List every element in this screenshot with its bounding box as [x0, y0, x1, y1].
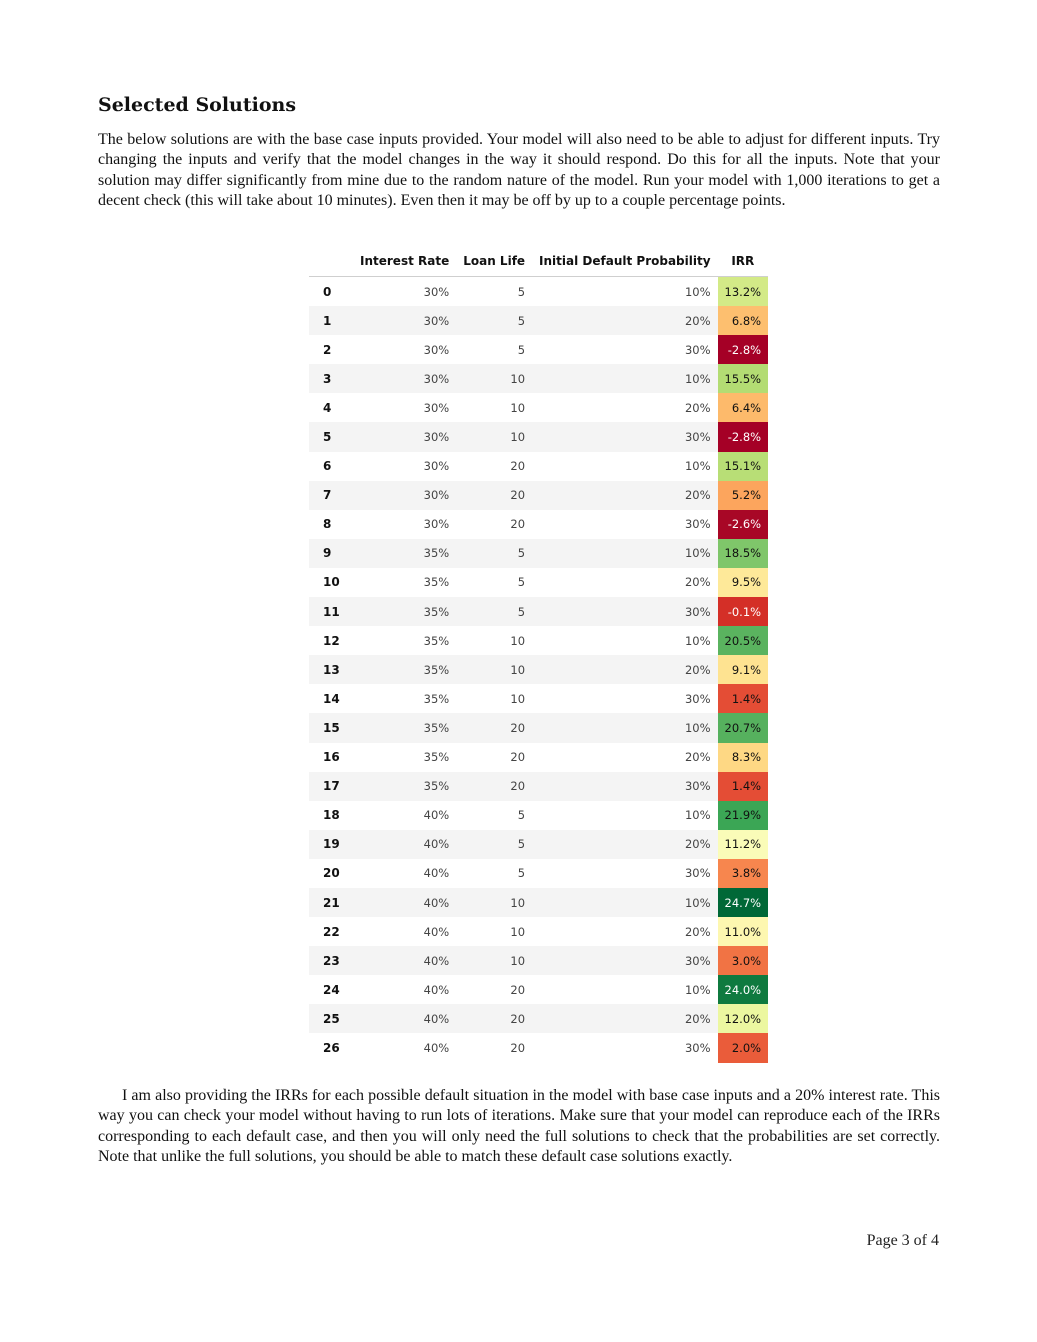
row-index: 16	[323, 750, 340, 765]
irr-cell: 2.0%	[718, 1033, 769, 1062]
default-probability-cell: 20%	[684, 575, 711, 590]
irr-cell: 13.2%	[718, 277, 769, 307]
interest-rate-cell: 35%	[423, 575, 450, 590]
default-probability-cell: 30%	[684, 953, 711, 968]
row-index: 24	[323, 982, 340, 997]
loan-life-cell: 20	[510, 1011, 526, 1026]
table-row	[309, 713, 768, 742]
interest-rate-cell: 35%	[423, 720, 450, 735]
header-index	[309, 246, 353, 277]
irr-cell: 15.1%	[718, 452, 769, 481]
row-index: 3	[323, 371, 332, 386]
row-index: 17	[323, 779, 340, 794]
interest-rate-cell: 30%	[423, 517, 450, 532]
interest-rate-cell: 30%	[423, 342, 450, 357]
loan-life-cell: 5	[517, 284, 526, 299]
table-body	[309, 277, 768, 1063]
irr-cell: 3.8%	[718, 859, 769, 888]
loan-life-cell: 20	[510, 459, 526, 474]
row-index: 14	[323, 691, 340, 706]
irr-cell: 20.5%	[718, 626, 769, 655]
row-index: 0	[323, 284, 332, 299]
irr-cell: 1.4%	[718, 772, 769, 801]
irr-cell: -2.6%	[718, 510, 769, 539]
row-index: 6	[323, 459, 332, 474]
row-index: 19	[323, 837, 340, 852]
table-row	[309, 568, 768, 597]
default-probability-cell: 30%	[684, 866, 711, 881]
table-row	[309, 1033, 768, 1062]
row-index: 5	[323, 430, 332, 445]
interest-rate-cell: 35%	[423, 662, 450, 677]
irr-cell: -2.8%	[718, 335, 769, 364]
irr-cell: 1.4%	[718, 684, 769, 713]
irr-cell: 24.0%	[718, 975, 769, 1004]
irr-cell: 11.0%	[718, 917, 769, 946]
loan-life-cell: 20	[510, 488, 526, 503]
row-index: 22	[323, 924, 340, 939]
interest-rate-cell: 40%	[423, 924, 450, 939]
loan-life-cell: 10	[510, 633, 526, 648]
interest-rate-cell: 40%	[423, 1040, 450, 1055]
table-row	[309, 335, 768, 364]
table-row	[309, 684, 768, 713]
interest-rate-cell: 40%	[423, 895, 450, 910]
default-probability-cell: 30%	[684, 604, 711, 619]
table-row	[309, 539, 768, 568]
default-probability-cell: 10%	[684, 284, 711, 299]
irr-cell: 21.9%	[718, 801, 769, 830]
loan-life-cell: 5	[517, 575, 526, 590]
row-index: 10	[323, 575, 340, 590]
default-probability-cell: 30%	[684, 517, 711, 532]
default-probability-cell: 30%	[684, 1040, 711, 1055]
irr-cell: 18.5%	[718, 539, 769, 568]
header-irr: IRR	[718, 246, 769, 277]
table-row	[309, 975, 768, 1004]
table-row	[309, 452, 768, 481]
loan-life-cell: 10	[510, 662, 526, 677]
interest-rate-cell: 40%	[423, 1011, 450, 1026]
interest-rate-cell: 40%	[423, 982, 450, 997]
default-probability-cell: 10%	[684, 459, 711, 474]
loan-life-cell: 20	[510, 779, 526, 794]
closing-paragraph: I am also providing the IRRs for each possible default situation in the model with base case inputs and a 20% interest rate. This way you can check your model without having to run lots of iterations. Make sure that your model can reproduce each of the IRRs corresponding to each default case, and then you will only need the full solutions to check that the probabilities are set correctly. Note that unlike the full solutions, you should be able to match these default case solutions exactly.	[98, 1087, 940, 1165]
default-probability-cell: 30%	[684, 342, 711, 357]
loan-life-cell: 10	[510, 924, 526, 939]
irr-cell: 24.7%	[718, 888, 769, 917]
loan-life-cell: 20	[510, 750, 526, 765]
loan-life-cell: 10	[510, 953, 526, 968]
irr-cell: 15.5%	[718, 364, 769, 393]
loan-life-cell: 10	[510, 400, 526, 415]
loan-life-cell: 5	[517, 837, 526, 852]
default-probability-cell: 30%	[684, 691, 711, 706]
irr-cell: 12.0%	[718, 1004, 769, 1033]
default-probability-cell: 10%	[684, 633, 711, 648]
irr-cell: 6.8%	[718, 306, 769, 335]
irr-cell: 6.4%	[718, 393, 769, 422]
irr-cell: 9.5%	[718, 568, 769, 597]
row-index: 7	[323, 488, 332, 503]
interest-rate-cell: 30%	[423, 371, 450, 386]
header-loan-life: Loan Life	[456, 246, 532, 277]
interest-rate-cell: 30%	[423, 488, 450, 503]
row-index: 13	[323, 662, 340, 677]
loan-life-cell: 20	[510, 982, 526, 997]
row-index: 18	[323, 808, 340, 823]
loan-life-cell: 5	[517, 313, 526, 328]
loan-life-cell: 10	[510, 895, 526, 910]
irr-cell: 5.2%	[718, 481, 769, 510]
row-index: 2	[323, 342, 332, 357]
table-row	[309, 946, 768, 975]
loan-life-cell: 10	[510, 430, 526, 445]
default-probability-cell: 10%	[684, 982, 711, 997]
loan-life-cell: 20	[510, 517, 526, 532]
table-row	[309, 830, 768, 859]
interest-rate-cell: 30%	[423, 313, 450, 328]
irr-cell: 9.1%	[718, 655, 769, 684]
interest-rate-cell: 35%	[423, 750, 450, 765]
default-probability-cell: 10%	[684, 808, 711, 823]
row-index: 12	[323, 633, 340, 648]
header-interest-rate: Interest Rate	[353, 246, 456, 277]
default-probability-cell: 20%	[684, 750, 711, 765]
row-index: 20	[323, 866, 340, 881]
table-row	[309, 364, 768, 393]
interest-rate-cell: 40%	[423, 837, 450, 852]
loan-life-cell: 10	[510, 691, 526, 706]
table-row	[309, 801, 768, 830]
interest-rate-cell: 40%	[423, 808, 450, 823]
irr-cell: 11.2%	[718, 830, 769, 859]
interest-rate-cell: 30%	[423, 430, 450, 445]
loan-life-cell: 5	[517, 546, 526, 561]
default-probability-cell: 10%	[684, 720, 711, 735]
table-row	[309, 306, 768, 335]
row-index: 4	[323, 400, 332, 415]
table-row	[309, 743, 768, 772]
interest-rate-cell: 30%	[423, 284, 450, 299]
interest-rate-cell: 30%	[423, 459, 450, 474]
row-index: 23	[323, 953, 340, 968]
table-row	[309, 772, 768, 801]
row-index: 15	[323, 720, 340, 735]
loan-life-cell: 5	[517, 808, 526, 823]
table-row	[309, 277, 768, 307]
table-row	[309, 917, 768, 946]
loan-life-cell: 20	[510, 720, 526, 735]
row-index: 25	[323, 1011, 340, 1026]
table-header-row	[309, 246, 768, 277]
table-row	[309, 859, 768, 888]
default-probability-cell: 20%	[684, 313, 711, 328]
default-probability-cell: 30%	[684, 430, 711, 445]
interest-rate-cell: 35%	[423, 633, 450, 648]
table-row	[309, 888, 768, 917]
irr-cell: 20.7%	[718, 713, 769, 742]
row-index: 26	[323, 1040, 340, 1055]
row-index: 8	[323, 517, 332, 532]
default-probability-cell: 20%	[684, 662, 711, 677]
default-probability-cell: 10%	[684, 546, 711, 561]
interest-rate-cell: 40%	[423, 953, 450, 968]
irr-cell: 8.3%	[718, 743, 769, 772]
table-row	[309, 1004, 768, 1033]
intro-paragraph: The below solutions are with the base case inputs provided. Your model will also need to be able to adjust for different inputs. Try changing the inputs and verify that the model changes in the way it should respond. Do this for all the inputs. Note that your solution may differ significantly from mine due to the random nature of the model. Run your model with 1,000 iterations to get a decent check (this will take about 10 minutes). Even then it may be off by up to a couple percentage points.	[98, 131, 940, 209]
loan-life-cell: 5	[517, 342, 526, 357]
header-initial-default-probability: Initial Default Probability	[532, 246, 717, 277]
default-probability-cell: 10%	[684, 371, 711, 386]
interest-rate-cell: 35%	[423, 604, 450, 619]
interest-rate-cell: 30%	[423, 400, 450, 415]
row-index: 1	[323, 313, 332, 328]
table-row	[309, 422, 768, 451]
irr-cell: -2.8%	[718, 422, 769, 451]
irr-cell: -0.1%	[718, 597, 769, 626]
interest-rate-cell: 35%	[423, 779, 450, 794]
section-heading: Selected Solutions	[98, 94, 297, 116]
default-probability-cell: 30%	[684, 779, 711, 794]
default-probability-cell: 20%	[684, 837, 711, 852]
table-row	[309, 655, 768, 684]
solutions-table	[309, 246, 768, 1063]
interest-rate-cell: 35%	[423, 546, 450, 561]
table-row	[309, 393, 768, 422]
default-probability-cell: 10%	[684, 895, 711, 910]
loan-life-cell: 10	[510, 371, 526, 386]
table-row	[309, 597, 768, 626]
default-probability-cell: 20%	[684, 488, 711, 503]
page-number: Page 3 of 4	[866, 1232, 939, 1249]
table-row	[309, 510, 768, 539]
default-probability-cell: 20%	[684, 400, 711, 415]
default-probability-cell: 20%	[684, 1011, 711, 1026]
loan-life-cell: 5	[517, 866, 526, 881]
row-index: 11	[323, 604, 340, 619]
loan-life-cell: 5	[517, 604, 526, 619]
row-index: 9	[323, 546, 332, 561]
interest-rate-cell: 35%	[423, 691, 450, 706]
default-probability-cell: 20%	[684, 924, 711, 939]
loan-life-cell: 20	[510, 1040, 526, 1055]
row-index: 21	[323, 895, 340, 910]
interest-rate-cell: 40%	[423, 866, 450, 881]
table-row	[309, 626, 768, 655]
table-row	[309, 481, 768, 510]
irr-cell: 3.0%	[718, 946, 769, 975]
